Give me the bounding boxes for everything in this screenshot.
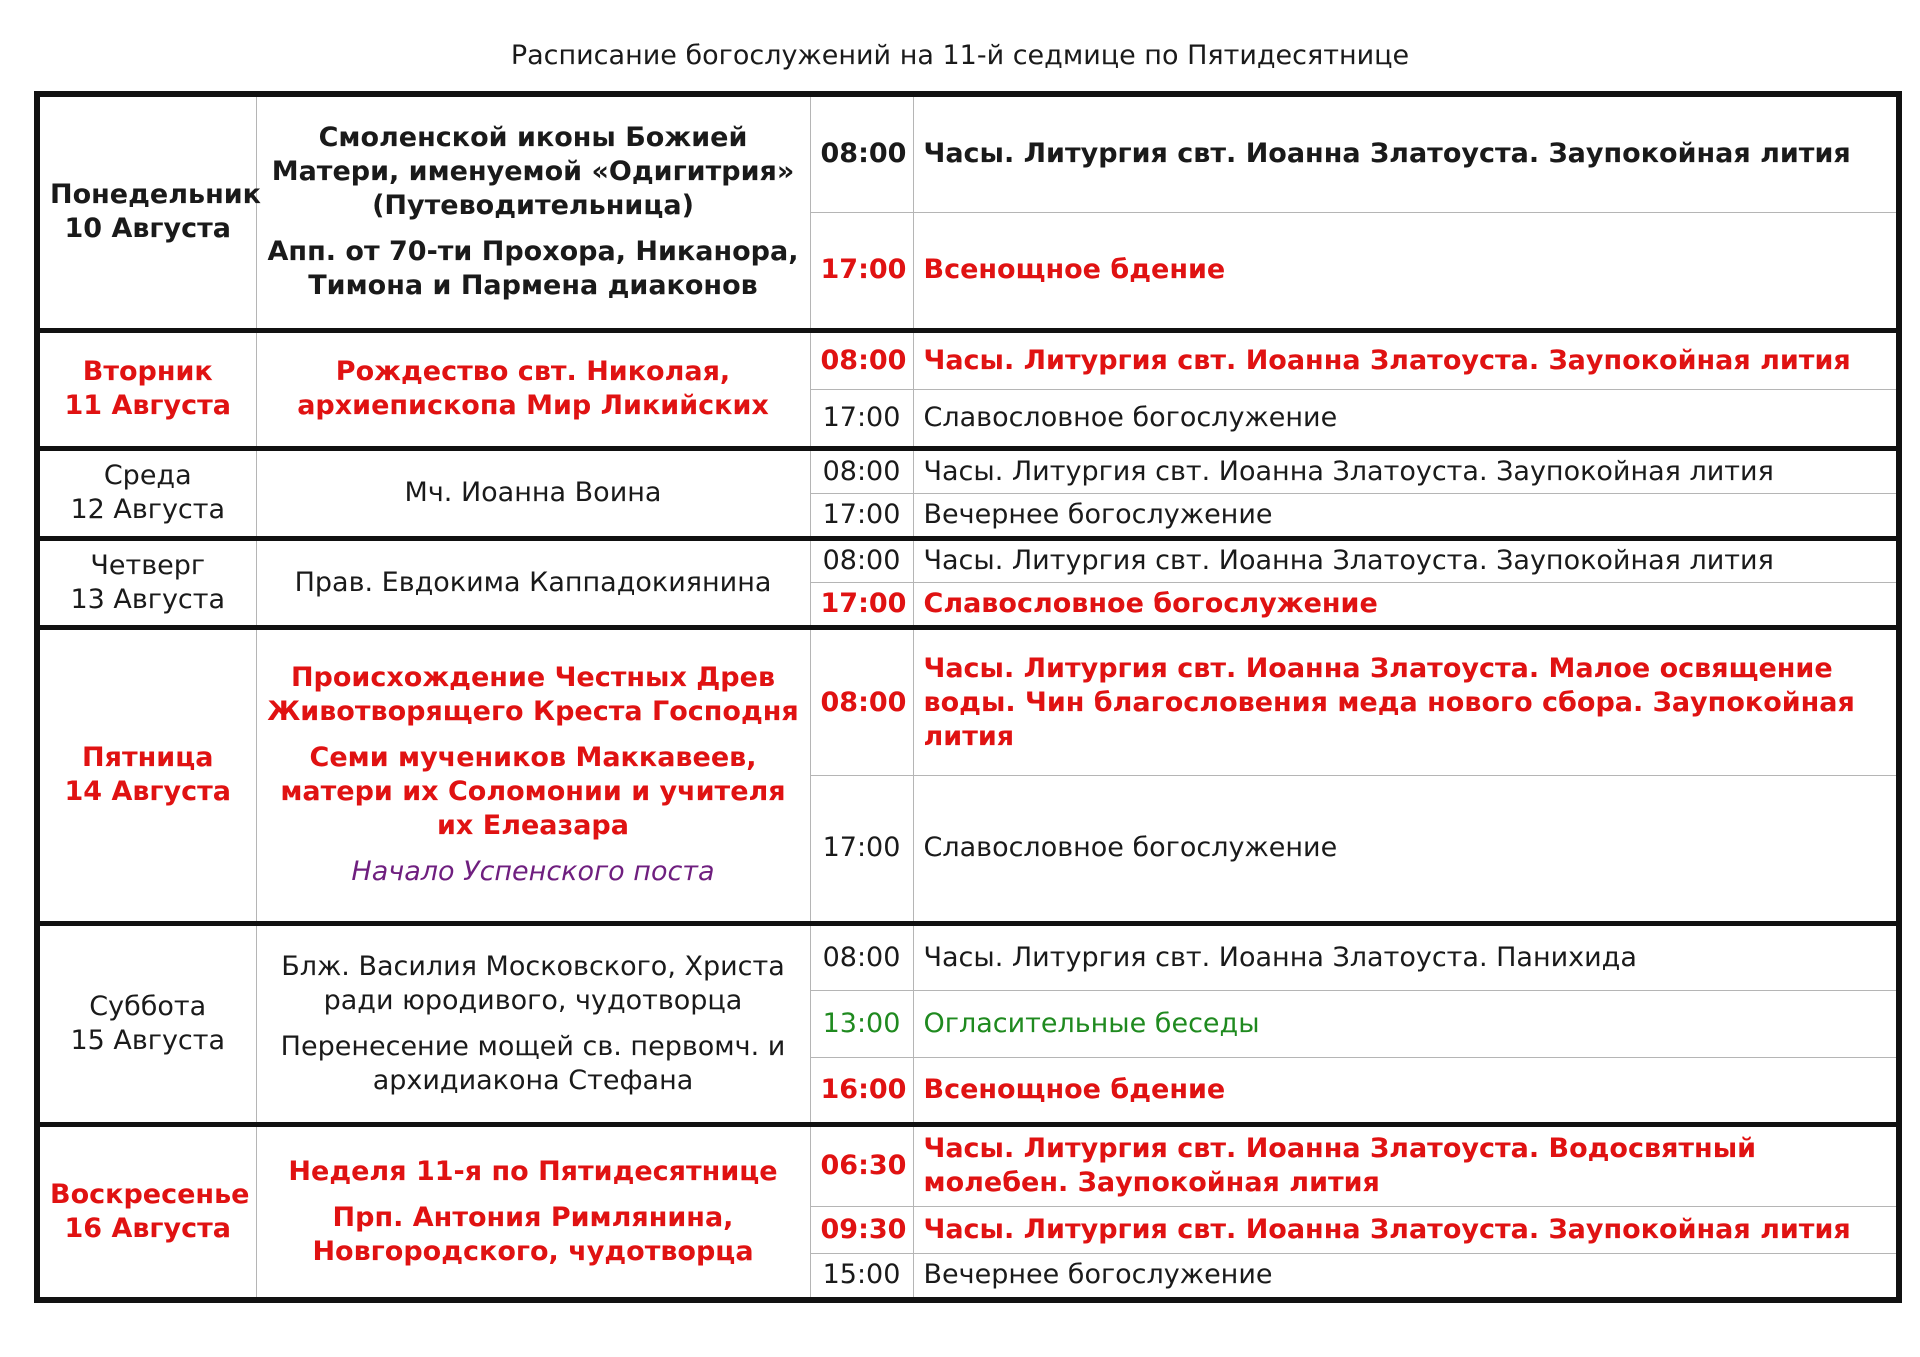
day-monday [37,94,1899,330]
page-title: Расписание богослужений на 11-й седмице по Пятидесятнице [510,40,1410,71]
service-time: 17:00 [810,775,913,923]
service-time: 17:00 [810,389,913,448]
day-name: Среда [103,460,192,492]
service-text: Часы. Литургия свт. Иоанна Златоуста. Заупокойная лития [913,448,1899,493]
feast-line: Прав. Евдокима Каппадокиянина [294,566,772,598]
feast-line: Мч. Иоанна Воина [404,477,662,509]
service-time: 09:30 [810,1206,913,1253]
service-text: Часы. Литургия свт. Иоанна Златоуста. Заупокойная лития [913,330,1899,389]
service-text: Вечернее богослужение [913,1253,1899,1300]
day-name: Суббота [89,990,207,1022]
service-text: Часы. Литургия свт. Иоанна Златоуста. Панихида [913,923,1899,990]
day-tuesday [37,330,1899,448]
day-name: Воскресенье [50,1179,250,1211]
schedule-table [34,91,1902,1303]
feast-line: Перенесение мощей св. первомч. и архидиакона Стефана [280,1030,786,1096]
day-date: 12 Августа [70,494,226,526]
service-row [37,94,1899,212]
day-date: 13 Августа [70,583,226,615]
feast-cell [256,448,810,538]
service-text: Часы. Литургия свт. Иоанна Златоуста. Заупокойная лития [913,1206,1899,1253]
service-time: 08:00 [810,94,913,212]
day-name: Понедельник [50,179,261,211]
feast-line: Происхождение Честных Древ Животворящего Креста Господня [267,662,799,728]
feast-cell [256,94,810,330]
service-time: 17:00 [810,493,913,538]
feast-line: Рождество свт. Николая, архиепископа Мир Ликийских [297,356,769,422]
day-friday [37,628,1899,923]
day-cell [37,330,256,448]
day-date: 11 Августа [64,390,232,422]
service-row [37,538,1899,583]
day-name: Четверг [90,549,206,581]
feast-cell [256,628,810,923]
feast-cell [256,1125,810,1300]
day-date: 15 Августа [70,1024,226,1056]
day-cell [37,538,256,628]
service-text: Всенощное бдение [913,1058,1899,1125]
day-cell [37,94,261,330]
service-row [37,1125,1899,1207]
service-time: 08:00 [810,923,913,990]
service-text: Часы. Литургия свт. Иоанна Златоуста. Заупокойная лития [913,538,1899,583]
service-time: 15:00 [810,1253,913,1300]
day-name: Вторник [82,356,213,388]
feast-line: Апп. от 70-ти Прохора, Никанора, Тимона и Пармена диаконов [267,236,799,302]
service-time: 16:00 [810,1058,913,1125]
fast-start-note: Начало Успенского поста [351,856,715,888]
service-time: 13:00 [810,990,913,1057]
service-row [37,330,1899,389]
day-saturday [37,923,1899,1125]
feast-line: Смоленской иконы Божией Матери, именуемой «Одигитрия» (Путеводительница) [271,122,795,222]
day-date: 14 Августа [64,776,232,808]
feast-cell [256,538,810,628]
service-time: 06:30 [810,1125,913,1207]
service-text: Славословное богослужение [913,775,1899,923]
service-row [37,923,1899,990]
service-time: 08:00 [810,628,913,776]
service-text: Часы. Литургия свт. Иоанна Златоуста. Заупокойная лития [913,94,1899,212]
feast-line: Прп. Антония Римлянина, Новгородского, чудотворца [312,1202,754,1268]
service-text: Часы. Литургия свт. Иоанна Златоуста. Малое освящение воды. Чин благословения меда нового сбора. Заупокойная лития [913,628,1899,776]
day-cell [37,1125,256,1300]
service-text: Вечернее богослужение [913,493,1899,538]
service-text: Часы. Литургия свт. Иоанна Златоуста. Водосвятный молебен. Заупокойная лития [913,1125,1899,1207]
day-name: Пятница [82,742,214,774]
service-time: 08:00 [810,330,913,389]
feast-cell [256,330,810,448]
feast-line: Семи мучеников Маккавеев, матери их Соломонии и учителя их Елеазара [280,742,786,842]
day-wednesday [37,448,1899,538]
service-text: Славословное богослужение [913,389,1899,448]
feast-cell [256,923,810,1125]
day-thursday [37,538,1899,628]
service-time: 17:00 [810,583,913,628]
day-date: 10 Августа [64,213,232,245]
service-time: 17:00 [810,212,913,330]
service-text: Огласительные беседы [913,990,1899,1057]
service-row [37,448,1899,493]
service-text: Славословное богослужение [913,583,1899,628]
day-cell [37,923,256,1125]
feast-line: Неделя 11-я по Пятидесятнице [288,1156,778,1188]
service-time: 08:00 [810,448,913,493]
day-date: 16 Августа [64,1213,232,1245]
service-text: Всенощное бдение [913,212,1899,330]
day-cell [37,448,256,538]
service-time: 08:00 [810,538,913,583]
day-cell [37,628,256,923]
service-row [37,628,1899,776]
feast-line: Блж. Василия Московского, Христа ради юродивого, чудотворца [281,950,785,1016]
day-sunday [37,1125,1899,1300]
